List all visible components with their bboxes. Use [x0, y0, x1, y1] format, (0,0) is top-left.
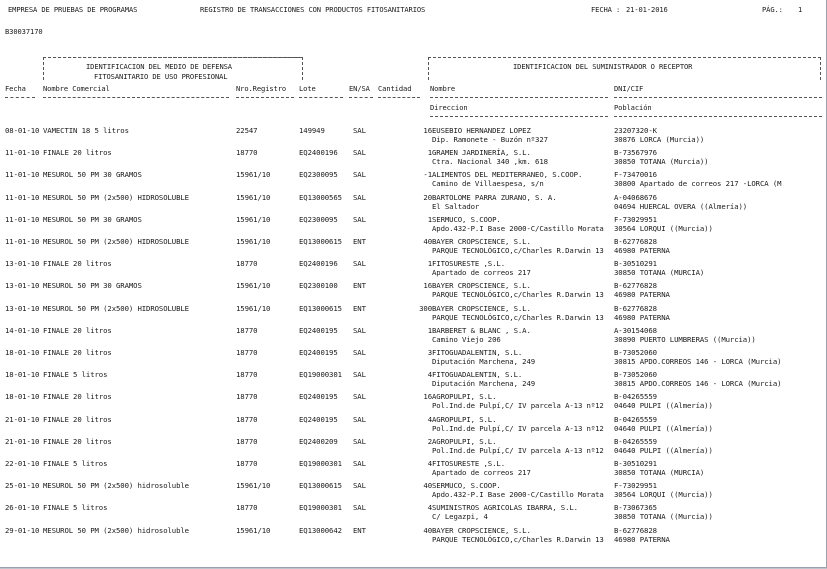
row-registro: 18770 — [236, 148, 258, 158]
row-producto: MESUROL 50 PM 30 GRAMOS — [43, 214, 142, 224]
row-fecha: 11-01-10 — [5, 192, 40, 202]
section-right-title: IDENTIFICACION DEL SUMINISTRADOR O RECEPTOR — [513, 62, 693, 71]
row-nombre: SERMUCO, S.COOP. — [432, 481, 501, 491]
col-lote: Lote — [299, 84, 316, 93]
row-producto: FINALE 20 litros — [43, 392, 112, 402]
rule — [614, 97, 822, 98]
row-poblacion: 04640 PULPI ((Almería)) — [614, 423, 713, 433]
row-lote: EQ2400195 — [299, 348, 338, 357]
row-registro: 18770 — [236, 392, 258, 402]
row-tipo: ENT — [353, 525, 366, 535]
row-direccion: Ctra. Nacional 340 ,km. 618 — [432, 157, 548, 167]
row-dni: B-62776828 — [614, 237, 657, 246]
row-registro: 18770 — [236, 348, 258, 357]
rule — [5, 97, 35, 98]
row-registro: 18770 — [236, 325, 258, 335]
row-fecha: 13-01-10 — [5, 259, 40, 269]
row-tipo: SAL — [353, 481, 366, 491]
row-poblacion: 46980 PATERNA — [614, 312, 670, 322]
row-registro: 15961/10 — [236, 281, 271, 291]
row-tipo: ENT — [353, 237, 366, 246]
row-nombre: BAYER CROPSCIENCE, S.L. — [432, 237, 531, 246]
row-direccion: Diputación Marchena, 249 — [432, 379, 536, 389]
row-lote: 149949 — [299, 126, 325, 135]
section-left-subtitle: FITOSANITARIO DE USO PROFESIONAL — [94, 72, 228, 81]
row-nombre: SUMINISTROS AGRICOLAS IBARRA, S.L. — [432, 503, 578, 513]
report-date: 21-01-2016 — [626, 5, 668, 14]
row-fecha: 14-01-10 — [5, 325, 40, 335]
row-cantidad: 3 — [427, 348, 432, 357]
row-fecha: 18-01-10 — [5, 392, 40, 402]
col-nro-registro: Nro.Registro — [236, 84, 287, 93]
row-registro: 15961/10 — [236, 303, 271, 313]
row-cantidad: 1 — [427, 148, 432, 158]
col-dni-cif: DNI/CIF — [614, 84, 644, 93]
row-tipo: SAL — [353, 436, 366, 446]
row-poblacion: 30815 APDO.CORREOS 146 - LORCA (Murcia) — [614, 379, 782, 389]
row-nombre: ALIMENTOS DEL MEDITERRANEO, S.COOP. — [432, 170, 583, 180]
row-cantidad: 40 — [423, 481, 432, 491]
row-producto: FINALE 20 litros — [43, 348, 112, 357]
row-tipo: ENT — [353, 303, 366, 313]
row-lote: EQ2400195 — [299, 325, 338, 335]
col-poblacion: Población — [614, 103, 652, 112]
row-direccion: Camino Viejo 206 — [432, 334, 501, 344]
rule — [430, 116, 608, 117]
row-registro: 18770 — [236, 436, 258, 446]
row-nombre: BAYER CROPSCIENCE, S.L. — [432, 303, 531, 313]
row-registro: 15961/10 — [236, 192, 271, 202]
date-label: FECHA : — [591, 5, 621, 14]
row-dni: B-73067365 — [614, 503, 657, 513]
row-cantidad: 40 — [423, 525, 432, 535]
row-fecha: 08-01-10 — [5, 126, 40, 135]
row-direccion: Apdo.432-P.I Base 2000-C/Castillo Morata — [432, 223, 604, 233]
page-number: 1 — [798, 5, 803, 14]
rule — [349, 97, 373, 98]
row-registro: 15961/10 — [236, 214, 271, 224]
row-registro: 15961/10 — [236, 170, 271, 180]
row-direccion: C/ Legazpi, 4 — [432, 512, 488, 522]
row-fecha: 13-01-10 — [5, 281, 40, 291]
row-lote: EQ2400196 — [299, 148, 338, 158]
row-poblacion: 04640 PULPI ((Almería)) — [614, 401, 713, 411]
row-direccion: PARQUE TECNOLÓGICO,c/Charles R.Darwin 13 — [432, 312, 604, 322]
row-registro: 22547 — [236, 126, 258, 135]
row-dni: B-73052060 — [614, 348, 657, 357]
row-producto: MESUROL 50 PM (2x500) hidrosoluble — [43, 481, 189, 491]
row-poblacion: 30850 TOTANA (MURCIA) — [614, 268, 705, 278]
row-registro: 15961/10 — [236, 481, 271, 491]
rule — [378, 97, 420, 98]
row-producto: MESUROL 50 PM 30 GRAMOS — [43, 281, 142, 291]
row-producto: FINALE 5 litros — [43, 503, 108, 513]
rule — [236, 97, 294, 98]
row-direccion: Pol.Ind.de Pulpí,C/ IV parcela A-13 nº12 — [432, 445, 604, 455]
row-producto: FINALE 20 litros — [43, 325, 112, 335]
row-lote: EQ2400209 — [299, 436, 338, 446]
row-dni: B-73567976 — [614, 148, 657, 158]
row-nombre: EUSEBIO HERNANDEZ LOPEZ — [432, 126, 531, 135]
row-fecha: 25-01-10 — [5, 481, 40, 491]
row-lote: EQ13000615 — [299, 481, 342, 491]
row-tipo: SAL — [353, 370, 366, 380]
row-producto: VAMECTIN 18 5 litros — [43, 126, 129, 135]
row-producto: MESUROL 50 PM 30 GRAMOS — [43, 170, 142, 180]
row-nombre: FITOGUADALENTIN, S.L. — [432, 348, 523, 357]
row-lote: EQ2400195 — [299, 392, 338, 402]
row-cantidad: 4 — [427, 414, 432, 424]
row-direccion: Apartado de correos 217 — [432, 468, 531, 477]
row-cantidad: 16 — [423, 281, 432, 291]
row-poblacion: 30800 Apartado de correos 217 -LORCA (M — [614, 179, 782, 189]
row-cantidad: 300 — [419, 303, 432, 313]
row-nombre: SERMUCO, S.COOP. — [432, 214, 501, 224]
section-left-title: IDENTIFICACION DEL MEDIO DE DEFENSA — [86, 62, 232, 71]
row-nombre: BAYER CROPSCIENCE, S.L. — [432, 525, 531, 535]
row-tipo: SAL — [353, 126, 366, 135]
row-producto: FINALE 5 litros — [43, 459, 108, 468]
row-producto: FINALE 20 litros — [43, 148, 112, 158]
row-producto: MESUROL 50 PM (2x500) hidrosoluble — [43, 525, 189, 535]
row-registro: 15961/10 — [236, 525, 271, 535]
row-fecha: 18-01-10 — [5, 370, 40, 380]
rule — [43, 97, 229, 98]
row-direccion: PARQUE TECNOLÓGICO,c/Charles R.Darwin 13 — [432, 246, 604, 255]
row-producto: MESUROL 50 PM (2x500) HIDROSOLUBLE — [43, 237, 189, 246]
rule — [299, 97, 343, 98]
row-lote: EQ19000301 — [299, 503, 342, 513]
row-lote: EQ2400195 — [299, 414, 338, 424]
row-producto: MESUROL 50 PM (2x500) HIDROSOLUBLE — [43, 303, 189, 313]
row-poblacion: 30850 TOTANA (Murcia)) — [614, 157, 709, 167]
row-poblacion: 46980 PATERNA — [614, 290, 670, 300]
row-poblacion: 30564 LORQUI ((Murcia)) — [614, 490, 713, 500]
row-dni: F-73029951 — [614, 481, 657, 491]
row-lote: EQ2400196 — [299, 259, 338, 269]
row-nombre: BAYER CROPSCIENCE, S.L. — [432, 281, 531, 291]
row-dni: B-04265559 — [614, 414, 657, 424]
row-fecha: 21-01-10 — [5, 414, 40, 424]
row-tipo: SAL — [353, 348, 366, 357]
company-name: EMPRESA DE PRUEBAS DE PROGRAMAS — [8, 5, 138, 14]
row-lote: EQ13000615 — [299, 237, 342, 246]
row-poblacion: 30815 APDO.CORREOS 146 - LORCA (Murcia) — [614, 357, 782, 366]
row-cantidad: 2 — [427, 436, 432, 446]
col-nombre: Nombre — [430, 84, 456, 93]
row-registro: 18770 — [236, 259, 258, 269]
col-direccion: Direccion — [430, 103, 468, 112]
row-dni: B-04265559 — [614, 392, 657, 402]
row-tipo: SAL — [353, 414, 366, 424]
row-lote: EQ2300095 — [299, 170, 338, 180]
row-nombre: FITOSURESTE ,S.L. — [432, 259, 505, 269]
row-dni: B-73052060 — [614, 370, 657, 380]
row-direccion: Diputación Marchena, 249 — [432, 357, 536, 366]
row-cantidad: 4 — [427, 370, 432, 380]
row-poblacion: 30850 TOTANA ((Murcia)) — [614, 512, 713, 522]
row-dni: A-04068676 — [614, 192, 657, 202]
row-cantidad: 1 — [427, 259, 432, 269]
row-lote: EQ19000301 — [299, 370, 342, 380]
row-dni: B-62776828 — [614, 525, 657, 535]
row-tipo: SAL — [353, 325, 366, 335]
col-nombre-comercial: Nombre Comercial — [43, 84, 110, 93]
row-lote: EQ13000615 — [299, 303, 342, 313]
row-lote: EQ13000642 — [299, 525, 342, 535]
row-tipo: SAL — [353, 192, 366, 202]
row-fecha: 11-01-10 — [5, 214, 40, 224]
row-direccion: Apdo.432-P.I Base 2000-C/Castillo Morata — [432, 490, 604, 500]
row-fecha: 18-01-10 — [5, 348, 40, 357]
row-poblacion: 04640 PULPI ((Almería)) — [614, 445, 713, 455]
row-poblacion: 30876 LORCA (Murcia)) — [614, 135, 705, 144]
row-direccion: Apartado de correos 217 — [432, 268, 531, 278]
row-producto: FINALE 5 litros — [43, 370, 108, 380]
row-tipo: SAL — [353, 170, 366, 180]
row-poblacion: 04694 HUERCAL OVERA ((Almería)) — [614, 201, 748, 211]
row-dni: B-30510291 — [614, 259, 657, 269]
row-poblacion: 30890 PUERTO LUMBRERAS ((Murcia)) — [614, 334, 756, 344]
row-cantidad: 4 — [427, 503, 432, 513]
row-fecha: 22-01-10 — [5, 459, 40, 468]
rule — [614, 116, 822, 117]
row-registro: 18770 — [236, 459, 258, 468]
row-registro: 18770 — [236, 414, 258, 424]
row-fecha: 26-01-10 — [5, 503, 40, 513]
row-poblacion: 46980 PATERNA — [614, 246, 670, 255]
row-direccion: El Saltador — [432, 201, 480, 211]
row-fecha: 29-01-10 — [5, 525, 40, 535]
row-dni: A-30154068 — [614, 325, 657, 335]
row-registro: 18770 — [236, 370, 258, 380]
col-cantidad: Cantidad — [378, 84, 412, 93]
row-poblacion: 46980 PATERNA — [614, 534, 670, 544]
row-registro: 18770 — [236, 503, 258, 513]
row-cantidad: 40 — [423, 237, 432, 246]
row-dni: B-62776828 — [614, 281, 657, 291]
page-label: PÁG.: — [762, 5, 783, 14]
row-cantidad: 1 — [427, 214, 432, 224]
row-tipo: SAL — [353, 148, 366, 158]
row-nombre: GRAMEN JARDINERÍA, S.L. — [432, 148, 531, 158]
row-direccion: Camino de Villaespesa, s/n — [432, 179, 544, 189]
row-tipo: SAL — [353, 392, 366, 402]
row-direccion: Dip. Ramonete - Buzón nº327 — [432, 135, 548, 144]
row-lote: EQ2300100 — [299, 281, 338, 291]
company-code: B30037170 — [5, 27, 43, 36]
row-poblacion: 30850 TOTANA (MURCIA) — [614, 468, 705, 477]
row-tipo: SAL — [353, 459, 366, 468]
row-dni: F-73470016 — [614, 170, 657, 180]
row-lote: EQ13000565 — [299, 192, 342, 202]
row-lote: EQ2300095 — [299, 214, 338, 224]
row-producto: MESUROL 50 PM (2x500) HIDROSOLUBLE — [43, 192, 189, 202]
row-registro: 15961/10 — [236, 237, 271, 246]
row-lote: EQ19000301 — [299, 459, 342, 468]
row-nombre: AGROPULPI, S.L. — [432, 436, 497, 446]
row-fecha: 13-01-10 — [5, 303, 40, 313]
row-dni: 23207320-K — [614, 126, 657, 135]
row-fecha: 11-01-10 — [5, 170, 40, 180]
row-producto: FINALE 20 litros — [43, 436, 112, 446]
row-nombre: FITOSURESTE ,S.L. — [432, 459, 505, 468]
row-tipo: ENT — [353, 281, 366, 291]
row-direccion: Pol.Ind.de Pulpí,C/ IV parcela A-13 nº12 — [432, 401, 604, 411]
row-cantidad: 4 — [427, 459, 432, 468]
row-direccion: PARQUE TECNOLÓGICO,c/Charles R.Darwin 13 — [432, 534, 604, 544]
row-fecha: 11-01-10 — [5, 237, 40, 246]
row-producto: FINALE 20 litros — [43, 259, 112, 269]
row-nombre: BARTOLOME PARRA ZURANO, S. A. — [432, 192, 557, 202]
col-fecha: Fecha — [5, 84, 26, 93]
row-tipo: SAL — [353, 214, 366, 224]
row-dni: B-30510291 — [614, 459, 657, 468]
row-nombre: BARBERET & BLANC , S.A. — [432, 325, 531, 335]
row-dni: B-04265559 — [614, 436, 657, 446]
row-dni: B-62776828 — [614, 303, 657, 313]
row-cantidad: 20 — [423, 192, 432, 202]
row-producto: FINALE 20 litros — [43, 414, 112, 424]
col-en-sa: EN/SA — [349, 84, 370, 93]
report-title: REGISTRO DE TRANSACCIONES CON PRODUCTOS FITOSANITARIOS — [200, 5, 426, 14]
row-nombre: AGROPULPI, S.L. — [432, 392, 497, 402]
row-tipo: SAL — [353, 503, 366, 513]
row-poblacion: 30564 LORQUI ((Murcia)) — [614, 223, 713, 233]
row-direccion: Pol.Ind.de Pulpí,C/ IV parcela A-13 nº12 — [432, 423, 604, 433]
row-cantidad: -1 — [423, 170, 432, 180]
row-tipo: SAL — [353, 259, 366, 269]
row-direccion: PARQUE TECNOLÓGICO,c/Charles R.Darwin 13 — [432, 290, 604, 300]
row-fecha: 11-01-10 — [5, 148, 40, 158]
row-nombre: FITOGUADALENTIN, S.L. — [432, 370, 523, 380]
row-dni: F-73029951 — [614, 214, 657, 224]
row-cantidad: 16 — [423, 126, 432, 135]
rule — [430, 97, 608, 98]
row-cantidad: 16 — [423, 392, 432, 402]
row-fecha: 21-01-10 — [5, 436, 40, 446]
row-cantidad: 1 — [427, 325, 432, 335]
row-nombre: AGROPULPI, S.L. — [432, 414, 497, 424]
